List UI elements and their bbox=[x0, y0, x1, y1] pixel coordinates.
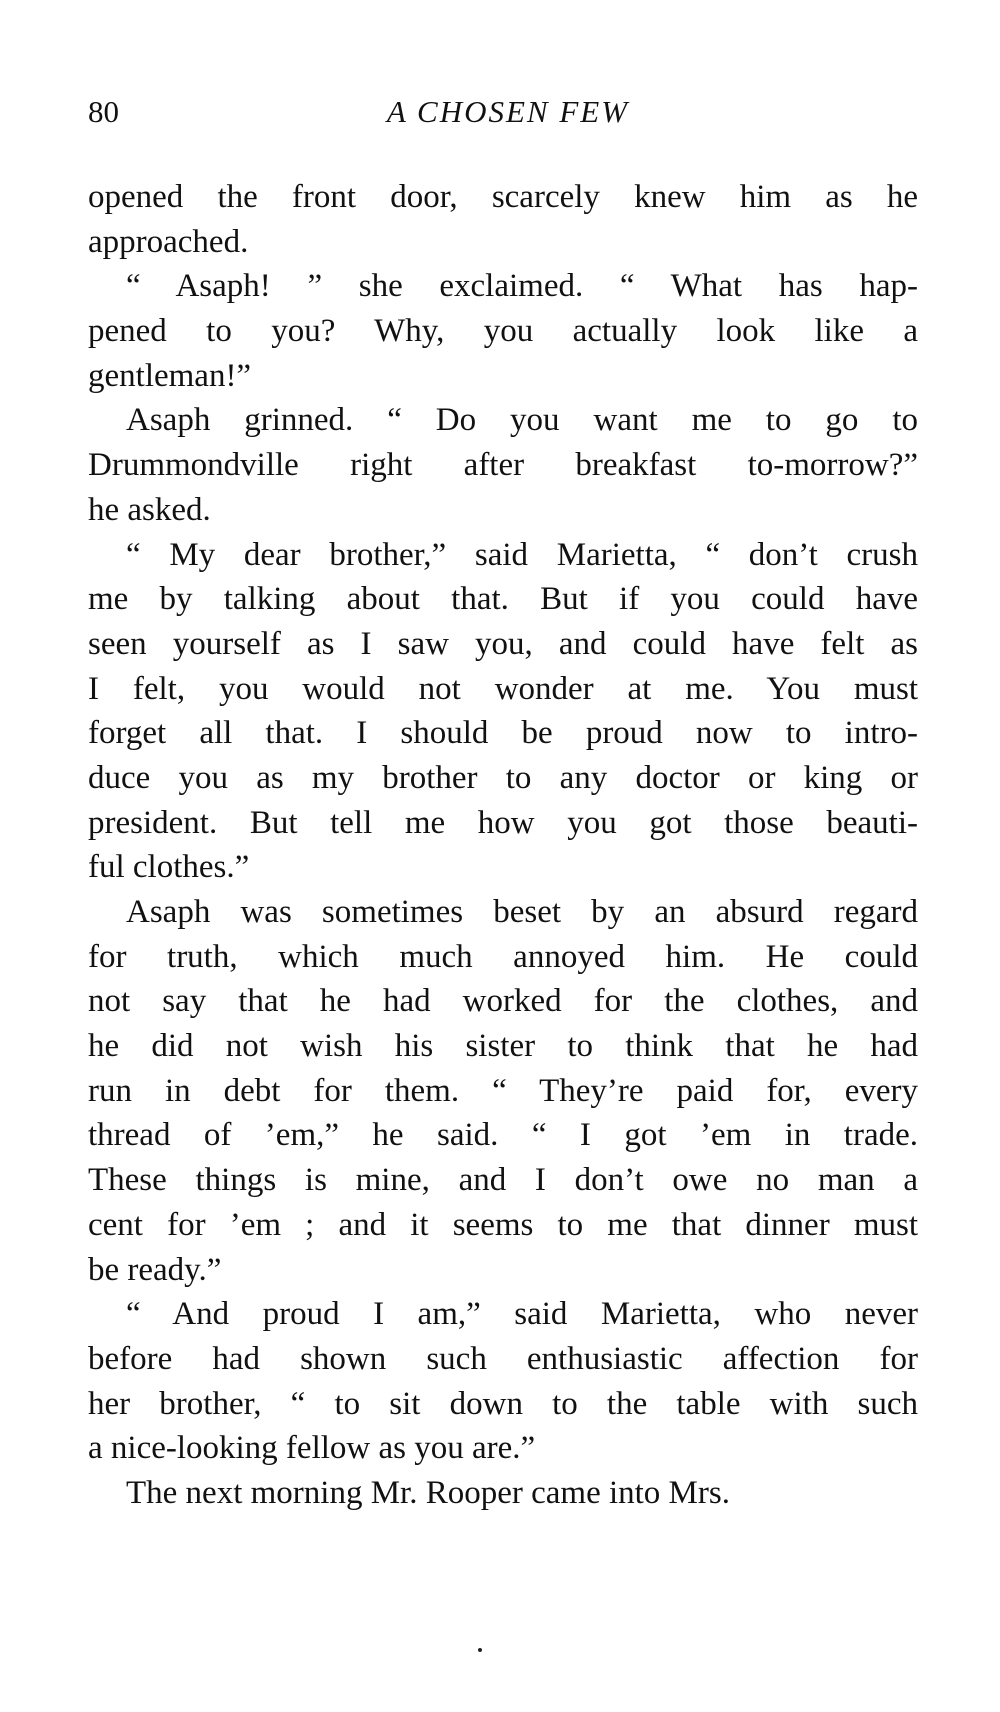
text-line: Drummondville right after breakfast to-morrow?” bbox=[88, 447, 918, 484]
text-line: me by talking about that. But if you could have bbox=[88, 581, 918, 618]
paragraph bbox=[88, 264, 918, 398]
text-line: her brother, “ to sit down to the table with such bbox=[88, 1385, 918, 1422]
text-line: before had shown such enthusiastic affection for bbox=[88, 1340, 918, 1377]
text-line: president. But tell me how you got those beauti- bbox=[88, 804, 918, 841]
paragraph bbox=[88, 398, 918, 532]
text-line: “ And proud I am,” said Marietta, who never bbox=[126, 1296, 918, 1333]
text-line: duce you as my brother to any doctor or king or bbox=[88, 759, 918, 796]
page-number: 80 bbox=[88, 94, 119, 129]
text-line: gentleman!” bbox=[88, 357, 252, 394]
paragraph bbox=[88, 1292, 918, 1471]
text-line: These things is mine, and I don’t owe no man a bbox=[88, 1162, 918, 1199]
text-line: forget all that. I should be proud now to intro- bbox=[88, 715, 918, 752]
text-line: Asaph grinned. “ Do you want me to go to bbox=[126, 402, 918, 439]
book-title: A CHOSEN FEW bbox=[386, 94, 630, 129]
text-line: “ Asaph! ” she exclaimed. “ What has hap- bbox=[126, 268, 918, 305]
paragraph bbox=[88, 175, 918, 264]
paragraph bbox=[88, 1471, 918, 1516]
running-head bbox=[88, 92, 918, 132]
text-line: Asaph was sometimes beset by an absurd regard bbox=[126, 894, 918, 930]
text-line: “ My dear brother,” said Marietta, “ don’t crush bbox=[126, 536, 918, 573]
text-line: pened to you? Why, you actually look like a bbox=[88, 313, 918, 350]
text-line: approached. bbox=[88, 223, 249, 260]
text-line: thread of ’em,” he said. “ I got ’em in trade. bbox=[88, 1117, 918, 1154]
text-line: a nice-looking fellow as you are.” bbox=[88, 1430, 536, 1467]
text-line: be ready.” bbox=[88, 1251, 222, 1288]
text-line: he asked. bbox=[88, 491, 211, 528]
text-line: I felt, you would not wonder at me. You must bbox=[88, 670, 918, 707]
printer-dot-mark bbox=[478, 1648, 482, 1652]
text-line: cent for ’em ; and it seems to me that dinner must bbox=[88, 1206, 918, 1243]
text-line: not say that he had worked for the clothes, and bbox=[88, 983, 918, 1020]
text-line: The next morning Mr. Rooper came into Mrs. bbox=[126, 1474, 730, 1511]
text-line: opened the front door, scarcely knew him as he bbox=[88, 179, 918, 215]
body-text bbox=[88, 175, 918, 1516]
text-line: for truth, which much annoyed him. He could bbox=[88, 938, 918, 975]
text-line: seen yourself as I saw you, and could have felt as bbox=[88, 625, 918, 662]
paragraph bbox=[88, 533, 918, 891]
text-line: ful clothes.” bbox=[88, 849, 250, 886]
text-line: he did not wish his sister to think that he had bbox=[88, 1028, 918, 1065]
paragraph bbox=[88, 890, 918, 1292]
text-line: run in debt for them. “ They’re paid for, every bbox=[88, 1072, 918, 1109]
